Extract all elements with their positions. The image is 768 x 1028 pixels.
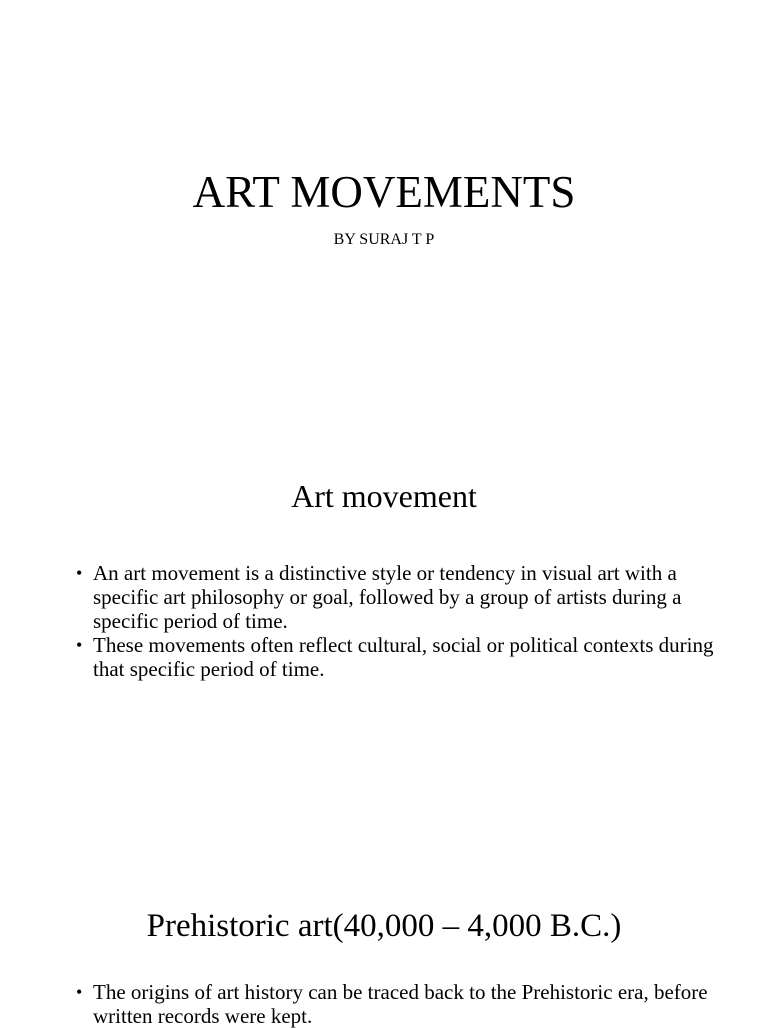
bullet-text: The origins of art history can be traced back to the Prehistoric era, before written records were kept. (93, 980, 708, 1028)
bullet-text: These movements often reflect cultural, social or political contexts during that specific period of time. (93, 633, 714, 681)
prehistoric-art-bullet-list (0, 980, 768, 1028)
bullet-icon: • (76, 563, 83, 583)
section-heading-art-movement: Art movement (291, 478, 477, 514)
list-item (0, 633, 768, 681)
presentation-author: BY SURAJ T P (333, 231, 435, 248)
section-heading-prehistoric-art: Prehistoric art(40,000 – 4,000 B.C.) (146, 908, 622, 944)
bullet-icon: • (76, 635, 83, 655)
bullet-text: An art movement is a distinctive style or tendency in visual art with a specific art philosophy or goal, followed by a group of artists during a specific period of time. (93, 561, 682, 633)
list-item (0, 980, 768, 1028)
art-movement-bullet-list (0, 561, 768, 681)
presentation-title: ART MOVEMENTS (192, 167, 576, 217)
list-item (0, 561, 768, 633)
bullet-icon: • (76, 982, 83, 1002)
